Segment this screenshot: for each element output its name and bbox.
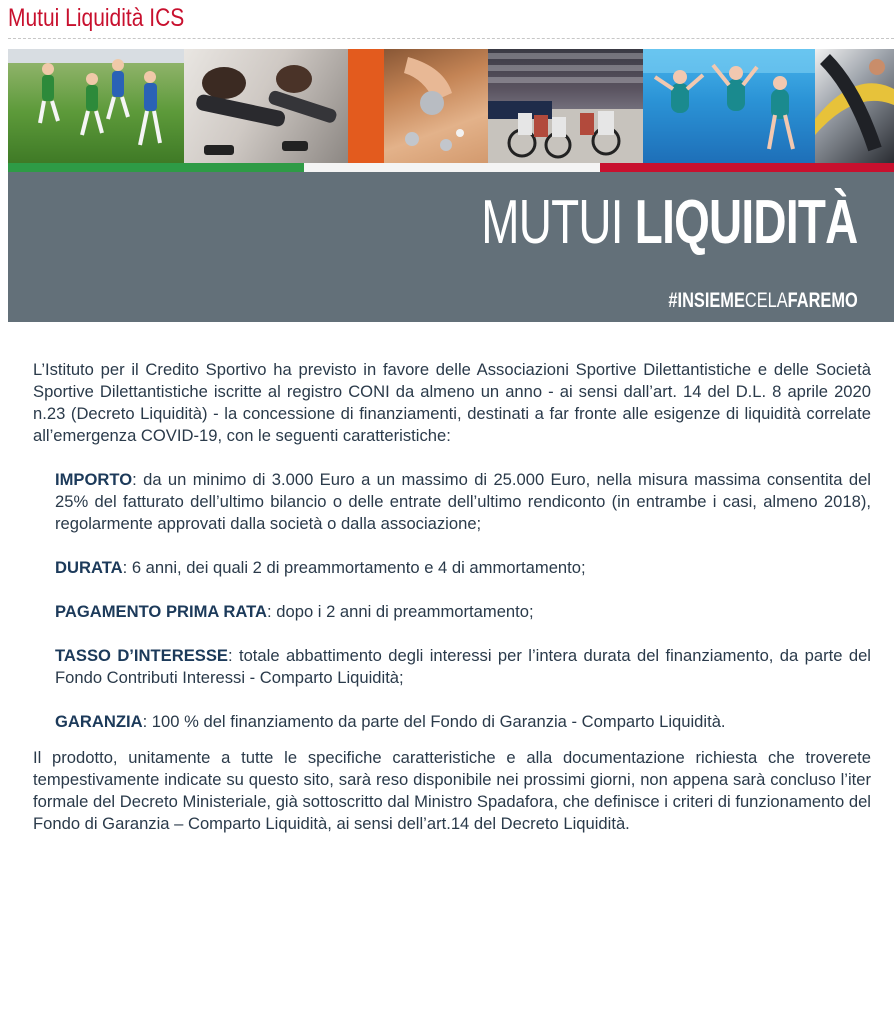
feature-item bbox=[55, 711, 871, 733]
feature-list bbox=[33, 469, 871, 733]
feature-label: TASSO D’INTERESSE bbox=[55, 646, 228, 665]
banner-title-panel bbox=[8, 172, 894, 322]
feature-item bbox=[55, 557, 871, 579]
stripe-white bbox=[304, 163, 600, 172]
feature-label: IMPORTO bbox=[55, 470, 133, 489]
article-body bbox=[33, 359, 871, 835]
feature-item bbox=[55, 469, 871, 535]
feature-item bbox=[55, 601, 871, 623]
feature-text: : 6 anni, dei quali 2 di preammortamento e 4 di ammortamento; bbox=[122, 558, 586, 577]
feature-text: : da un minimo di 3.000 Euro a un massimo di 25.000 Euro, nella misura massima consentita del 25% del fatturato dell’ultimo bilancio o delle entrate dell’ultimo rendiconto (in entrambe i casi, almeno 2018), regolarmente approvati dalla società o dalla associazione; bbox=[55, 470, 871, 533]
feature-text: : totale abbattimento degli interessi per l’intera durata del finanziamento, da parte del Fondo Contributi Interessi - Comparto Liquidità; bbox=[55, 646, 871, 687]
photo-synchronized-swimming bbox=[643, 49, 815, 163]
feature-text: : 100 % del finanziamento da parte del Fondo di Garanzia - Comparto Liquidità. bbox=[142, 712, 726, 731]
banner-hashtag bbox=[669, 289, 858, 313]
page-title: Mutui Liquidità ICS bbox=[8, 4, 185, 32]
feature-label: DURATA bbox=[55, 558, 123, 577]
feature-text: : dopo i 2 anni di preammortamento; bbox=[267, 602, 534, 621]
stripe-red bbox=[600, 163, 894, 172]
sports-photo-strip bbox=[8, 49, 894, 163]
photo-wheelchair-basketball bbox=[488, 49, 643, 163]
outro-paragraph: Il prodotto, unitamente a tutte le specifiche caratteristiche e alla documentazione richiesta che troverete tempestivamente indicate su questo sito, sarà reso disponibile nei prossimi giorni, non appena sarà concluso l’iter formale del Decreto Ministeriale, già sottoscritto dal Ministro Spadafora, che definisce i criteri di funzionamento del Fondo di Garanzia – Comparto Liquidità, ai sensi dell’art.14 del Decreto Liquidità. bbox=[33, 748, 871, 833]
feature-label: PAGAMENTO PRIMA RATA bbox=[55, 602, 268, 621]
hero-banner bbox=[8, 49, 894, 322]
hashtag-symbol: # bbox=[668, 289, 678, 312]
banner-title-light: MUTUI bbox=[481, 188, 636, 257]
hashtag-part-1: INSIEME bbox=[677, 289, 746, 312]
intro-paragraph: L’Istituto per il Credito Sportivo ha previsto in favore delle Associazioni Sportive Dilettantistiche e delle Società Sportive Dilettantistiche iscritte al registro CONI da almeno un anno - ai sensi dall’art. 14 del D.L. 8 aprile 2020 n.23 (Decreto Liquidità) - la concessione di finanziamenti, destinati a far fronte alle esigenze di liquidità correlate all’emergenza COVID-19, con le seguenti caratteristiche: bbox=[33, 360, 871, 445]
hashtag-part-3: FAREMO bbox=[787, 289, 858, 312]
hashtag-part-2: CELA bbox=[745, 289, 788, 312]
title-divider bbox=[8, 38, 894, 39]
italian-tricolor-stripe bbox=[8, 163, 894, 172]
banner-title bbox=[481, 188, 858, 257]
feature-item bbox=[55, 645, 871, 689]
banner-title-bold: LIQUIDITÀ bbox=[635, 188, 858, 257]
photo-fitness-training bbox=[184, 49, 348, 163]
feature-label: GARANZIA bbox=[55, 712, 143, 731]
photo-bocce bbox=[348, 49, 488, 163]
photo-youth-football bbox=[8, 49, 184, 163]
stripe-green bbox=[8, 163, 304, 172]
photo-gymnastics bbox=[815, 49, 894, 163]
